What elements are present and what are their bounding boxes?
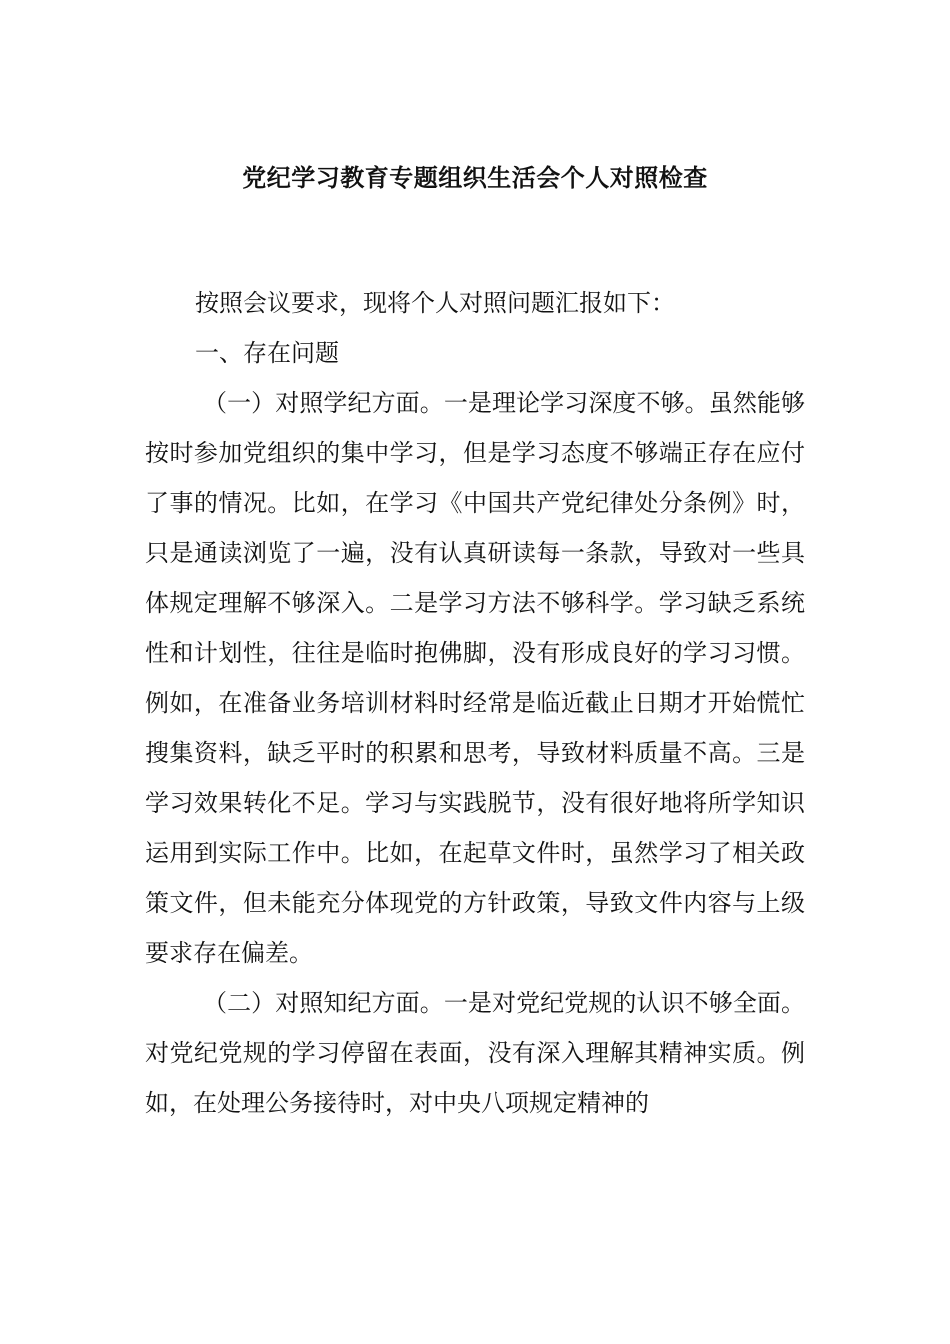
section-heading: 一、存在问题 [195, 339, 339, 367]
paragraph-study-discipline: （一）对照学纪方面。一是理论学习深度不够。虽然能够按时参加党组织的集中学习，但是学习态度不够端正存在应付了事的情况。比如，在学习《中国共产党纪律处分条例》时，只是通读浏览了一遍，没有认真研读每一条款，导致对一些具体规定理解不够深入。二是学习方法不够科学。学习缺乏系统性和计划性，往往是临时抱佛脚，没有形成良好的学习习惯。例如，在准备业务培训材料时经常是临近截止日期才开始慌忙搜集资料，缺乏平时的积累和思考，导致材料质量不高。三是学习效果转化不足。学习与实践脱节，没有很好地将所学知识运用到实际工作中。比如，在起草文件时，虽然学习了相关政策文件，但未能充分体现党的方针政策，导致文件内容与上级要求存在偏差。 [145, 389, 805, 967]
intro-paragraph: 按照会议要求，现将个人对照问题汇报如下： [195, 289, 675, 317]
paragraph-know-discipline: （二）对照知纪方面。一是对党纪党规的认识不够全面。对党纪党规的学习停留在表面，没有深入理解其精神实质。例如，在处理公务接待时，对中央八项规定精神的 [145, 989, 805, 1117]
document-body [145, 278, 805, 1128]
document-title: 党纪学习教育专题组织生活会个人对照检查 [242, 164, 708, 192]
